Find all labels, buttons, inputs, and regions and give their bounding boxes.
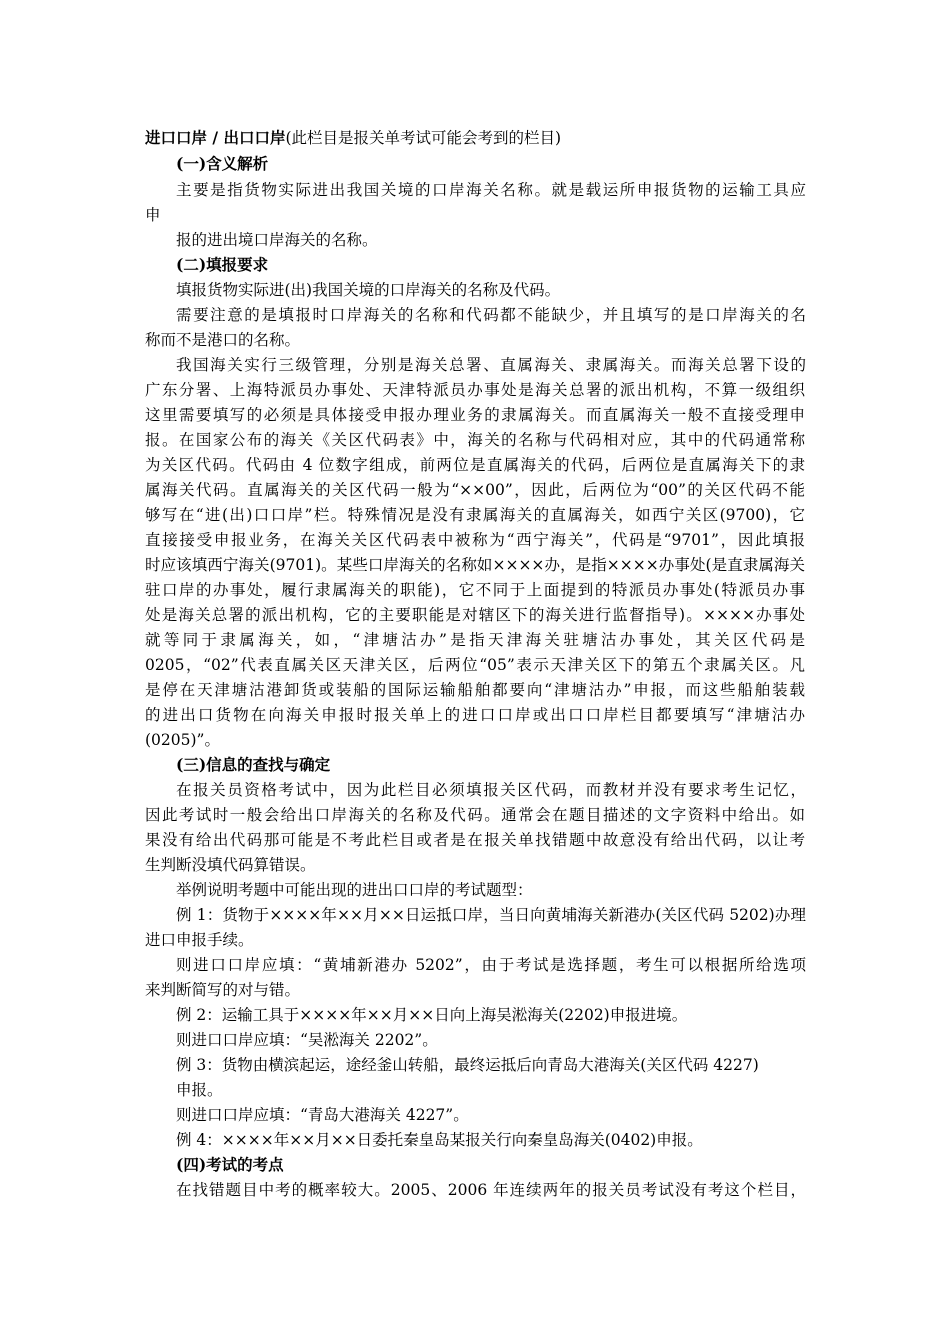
paragraph-line: 我国海关实行三级管理，分别是海关总署、直属海关、隶属海关。而海关总署下设的 bbox=[176, 356, 806, 374]
paragraph-line: (0205)”。 bbox=[145, 731, 220, 749]
paragraph-line: 则进口口岸应填：“黄埔新港办 5202”，由于考试是选择题，考生可以根据所给选项 bbox=[176, 956, 806, 974]
paragraph-line: 这里需要填写的必须是具体接受申报办理业务的隶属海关。而直属海关一般不直接受理申 bbox=[145, 406, 805, 424]
paragraph-line: 例 2：运输工具于××××年××月××日向上海吴淞海关(2202)申报进境。 bbox=[176, 1006, 688, 1024]
paragraph-line: 驻口岸的办事处，履行隶属海关的职能)，它不同于上面提到的特派员办事处(特派员办事 bbox=[145, 581, 805, 599]
paragraph-line: 报。在国家公布的海关《关区代码表》中，海关的名称与代码相对应，其中的代码通常称 bbox=[145, 431, 805, 449]
paragraph-line: 因此考试时一般会给出口岸海关的名称及代码。通常会在题目描述的文字资料中给出。如 bbox=[145, 806, 805, 824]
paragraph-line: 在找错题目中考的概率较大。2005、2006 年连续两年的报关员考试没有考这个栏目， bbox=[176, 1181, 806, 1199]
paragraph-line: 来判断简写的对与错。 bbox=[145, 981, 301, 999]
paragraph-line: 举例说明考题中可能出现的进出口口岸的考试题型： bbox=[176, 881, 533, 899]
paragraph-line: 属海关代码。直属海关的关区代码一般为“××00”，因此，后两位为“00”的关区代码不能 bbox=[145, 481, 805, 499]
paragraph-line: 处是海关总署的派出机构，它的主要职能是对辖区下的海关进行监督指导)。××××办事处 bbox=[145, 606, 805, 624]
paragraph-line: 时应该填西宁海关(9701)。某些口岸海关的名称如××××办，是指××××办事处(是直隶属海关 bbox=[145, 556, 805, 574]
paragraph-line: 进口申报手续。 bbox=[145, 931, 254, 949]
section-3-title: (三)信息的查找与确定 bbox=[176, 755, 331, 774]
paragraph-line: 例 1：货物于××××年××月××日运抵口岸，当日向黄埔海关新港办(关区代码 5202)办理 bbox=[176, 906, 806, 924]
paragraph-line: 广东分署、上海特派员办事处、天津特派员办事处是海关总署的派出机构，不算一级组织 bbox=[145, 381, 805, 399]
paragraph-line: 申报。 bbox=[176, 1081, 223, 1099]
paragraph-line: 在报关员资格考试中，因为此栏目必须填报关区代码，而教材并没有要求考生记忆， bbox=[176, 781, 806, 799]
paragraph-line: 就等同于隶属海关，如，“津塘沽办”是指天津海关驻塘沽办事处，其关区代码是 bbox=[145, 631, 805, 649]
paragraph-line: 直接接受申报业务，在海关关区代码表中被称为“西宁海关”，代码是“9701”，因此填报 bbox=[145, 531, 805, 549]
section-1-title: (一)含义解析 bbox=[176, 154, 269, 173]
paragraph-line: 够写在“进(出)口口岸”栏。特殊情况是没有隶属海关的直属海关，如西宁关区(9700)，它 bbox=[145, 506, 805, 524]
paragraph-line: 填报货物实际进(出)我国关境的口岸海关的名称及代码。 bbox=[176, 281, 561, 299]
paragraph-line: 果没有给出代码那可能是不考此栏目或者是在报关单找错题中故意没有给出代码，以让考 bbox=[145, 831, 805, 849]
paragraph-line: 需要注意的是填报时口岸海关的名称和代码都不能缺少，并且填写的是口岸海关的名 bbox=[176, 306, 806, 324]
paragraph-line: 是停在天津塘沽港卸货或装船的国际运输船舶都要向“津塘沽办”申报，而这些船舶装载 bbox=[145, 681, 805, 699]
paragraph-line: 主要是指货物实际进出我国关境的口岸海关名称。就是载运所申报货物的运输工具应 bbox=[176, 181, 806, 199]
paragraph-line: 申 bbox=[145, 206, 161, 224]
paragraph-line: 则进口口岸应填：“吴淞海关 2202”。 bbox=[176, 1031, 438, 1049]
paragraph-line: 则进口口岸应填：“青岛大港海关 4227”。 bbox=[176, 1106, 469, 1124]
paragraph-line: 例 3：货物由横滨起运，途经釜山转船，最终运抵后向青岛大港海关(关区代码 4227) bbox=[176, 1056, 759, 1074]
paragraph-line: 的进出口货物在向海关申报时报关单上的进口口岸或出口口岸栏目都要填写“津塘沽办 bbox=[145, 706, 805, 724]
paragraph-line: 生判断没填代码算错误。 bbox=[145, 856, 316, 874]
paragraph-line: 称而不是港口的名称。 bbox=[145, 331, 301, 349]
heading-note: (此栏目是报关单考试可能会考到的栏目) bbox=[285, 129, 562, 147]
section-4-title: (四)考试的考点 bbox=[176, 1155, 284, 1174]
document-heading bbox=[145, 128, 561, 148]
paragraph-line: 为关区代码。代码由 4 位数字组成，前两位是直属海关的代码，后两位是直属海关下的隶 bbox=[145, 456, 805, 474]
paragraph-line: 0205，“02”代表直属关区天津关区，后两位“05”表示天津关区下的第五个隶属关区。凡 bbox=[145, 656, 805, 674]
paragraph-line: 例 4：××××年××月××日委托秦皇岛某报关行向秦皇岛海关(0402)申报。 bbox=[176, 1131, 703, 1149]
paragraph-line: 报的进出境口岸海关的名称。 bbox=[176, 231, 378, 249]
section-2-title: (二)填报要求 bbox=[176, 255, 269, 274]
heading-title: 进口口岸 / 出口口岸 bbox=[145, 128, 286, 147]
